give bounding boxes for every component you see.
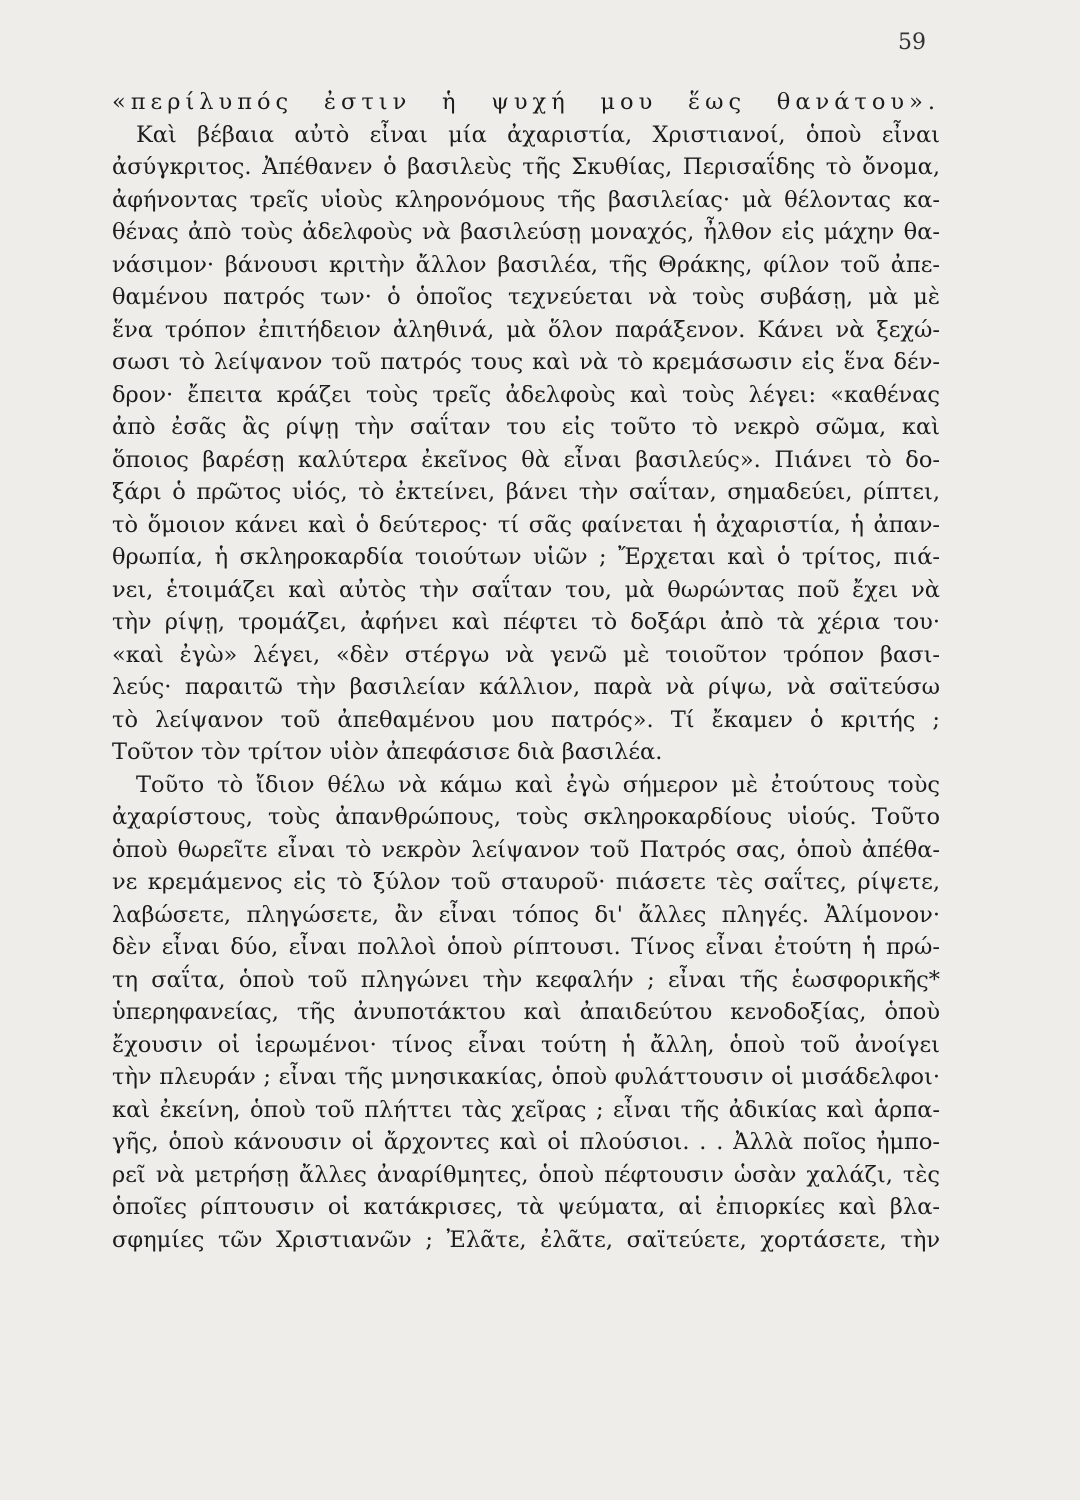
text-line: ἕνα τρόπον ἐπιτήδειον ἀληθινά, μὰ ὅλον παράξενον. Κάνει νὰ ξεχώ- [112,316,940,343]
text-line: ὑπερηφανείας, τῆς ἀνυποτάκτου καὶ ἀπαιδεύτου κενοδοξίας, ὁποὺ [112,999,940,1025]
text-line: ἀφήνοντας τρεῖς υἱοὺς κληρονόμους τῆς βασιλείας· μὰ θέλοντας κα- [112,186,940,213]
text-line: γῆς, ὁποὺ κάνουσιν οἱ ἄρχοντες καὶ οἱ πλούσιοι. . . Ἀλλὰ ποῖος ἠμπο- [112,1129,940,1155]
text-line: ἀχαρίστους, τοὺς ἀπανθρώπους, τοὺς σκληροκαρδίους υἱούς. Τοῦτο [112,804,940,830]
text-line: ἀσύγκριτος. Ἀπέθανεν ὁ βασιλεὺς τῆς Σκυθίας, Περισαΐδης τὸ ὄνομα, [112,154,940,180]
text-line: τὸ ὅμοιον κάνει καὶ ὁ δεύτερος· τί σᾶς φαίνεται ἡ ἀχαριστία, ἡ ἀπαν- [112,511,940,538]
text-line: ὁποὺ θωρεῖτε εἶναι τὸ νεκρὸν λείψανον τοῦ Πατρός σας, ὁποὺ ἀπέθα- [112,836,940,863]
text-line: σφημίες τῶν Χριστιανῶν ; Ἐλᾶτε, ἐλᾶτε, σαϊτεύετε, χορτάσετε, τὴν [112,1226,940,1253]
text-line: ὅποιος βαρέσῃ καλύτερα ἐκεῖνος θὰ εἶναι βασιλεύς». Πιάνει τὸ δο- [112,446,940,473]
text-line: τη σαΐτα, ὁποὺ τοῦ πληγώνει τὴν κεφαλήν ; εἶναι τῆς ἑωσφορικῆς* [112,966,940,993]
text-line: «καὶ ἐγὼ» λέγει, «δὲν στέργω νὰ γενῶ μὲ τοιοῦτον τρόπον βασι- [112,641,940,668]
text-line: θένας ἀπὸ τοὺς ἀδελφοὺς νὰ βασιλεύσῃ μοναχός, ἦλθον εἰς μάχην θα- [112,219,940,245]
text-line: «περίλυπός ἐστιν ἡ ψυχή μου ἕως θανάτου». [112,89,940,115]
text-line: νε κρεμάμενος εἰς τὸ ξύλον τοῦ σταυροῦ· πιάσετε τὲς σαΐτες, ρίψετε, [112,869,940,895]
page-number: 59 [898,30,926,55]
text-line: ἀπὸ ἐσᾶς ἂς ρίψῃ τὴν σαΐταν του εἰς τοῦτο τὸ νεκρὸ σῶμα, καὶ [112,414,940,440]
text-line: θαμένου πατρός των· ὁ ὁποῖος τεχνεύεται νὰ τοὺς συβάσῃ, μὰ μὲ [112,284,940,310]
text-line: νάσιμον· βάνουσι κριτὴν ἄλλον βασιλέα, τῆς Θράκης, φίλον τοῦ ἀπε- [112,251,940,278]
text-line: δρον· ἔπειτα κράζει τοὺς τρεῖς ἀδελφοὺς καὶ τοὺς λέγει: «καθένας [112,381,940,408]
text-line: λεύς· παραιτῶ τὴν βασιλείαν κάλλιον, παρὰ νὰ ρίψω, νὰ σαϊτεύσω [112,674,940,700]
text-line: ὁποῖες ρίπτουσιν οἱ κατάκρισες, τὰ ψεύματα, αἱ ἐπιορκίες καὶ βλα- [112,1194,940,1220]
text-line: ρεῖ νὰ μετρήσῃ ἄλλες ἀναρίθμητες, ὁποὺ πέφτουσιν ὡσὰν χαλάζι, τὲς [112,1161,940,1188]
text-line: δὲν εἶναι δύο, εἶναι πολλοὶ ὁποὺ ρίπτουσι. Τίνος εἶναι ἐτούτη ἡ πρώ- [112,934,940,960]
text-line: νει, ἑτοιμάζει καὶ αὐτὸς τὴν σαΐταν του, μὰ θωρώντας ποῦ ἔχει νὰ [112,576,940,603]
text-line: ἔχουσιν οἱ ἱερωμένοι· τίνος εἶναι τούτη ἡ ἄλλη, ὁποὺ τοῦ ἀνοίγει [112,1031,940,1058]
text-line: Τοῦτο τὸ ἴδιον θέλω νὰ κάμω καὶ ἐγὼ σήμερον μὲ ἐτούτους τοὺς [136,771,940,798]
text-line: τὸ λείψανον τοῦ ἀπεθαμένου μου πατρός». Τί ἔκαμεν ὁ κριτής ; [112,706,940,733]
text-line: τὴν πλευράν ; εἶναι τῆς μνησικακίας, ὁποὺ φυλάττουσιν οἱ μισάδελφοι· [112,1064,940,1090]
text-line: λαβώσετε, πληγώσετε, ἂν εἶναι τόπος δι' ἄλλες πληγές. Ἀλίμονον· [112,901,940,928]
text-line: Τοῦτον τὸν τρίτον υἱὸν ἀπεφάσισε διὰ βασιλέα. [112,739,663,765]
text-line: Καὶ βέβαια αὐτὸ εἶναι μία ἀχαριστία, Χριστιανοί, ὁποὺ εἶναι [136,121,940,148]
text-line: θρωπία, ἡ σκληροκαρδία τοιούτων υἱῶν ; Ἔρχεται καὶ ὁ τρίτος, πιά- [112,544,940,570]
text-line: καὶ ἐκείνη, ὁποὺ τοῦ πλήττει τὰς χεῖρας ; εἶναι τῆς ἀδικίας καὶ ἁρπα- [112,1096,940,1123]
text-line: τὴν ρίψῃ, τρομάζει, ἀφήνει καὶ πέφτει τὸ δοξάρι ἀπὸ τὰ χέρια του· [112,609,940,635]
text-line: ξάρι ὁ πρῶτος υἱός, τὸ ἐκτείνει, βάνει τὴν σαΐταν, σημαδεύει, ρίπτει, [112,479,940,505]
body-text [112,86,940,1256]
text-line: σωσι τὸ λείψανον τοῦ πατρός τους καὶ νὰ τὸ κρεμάσωσιν εἰς ἕνα δέν- [112,349,940,375]
